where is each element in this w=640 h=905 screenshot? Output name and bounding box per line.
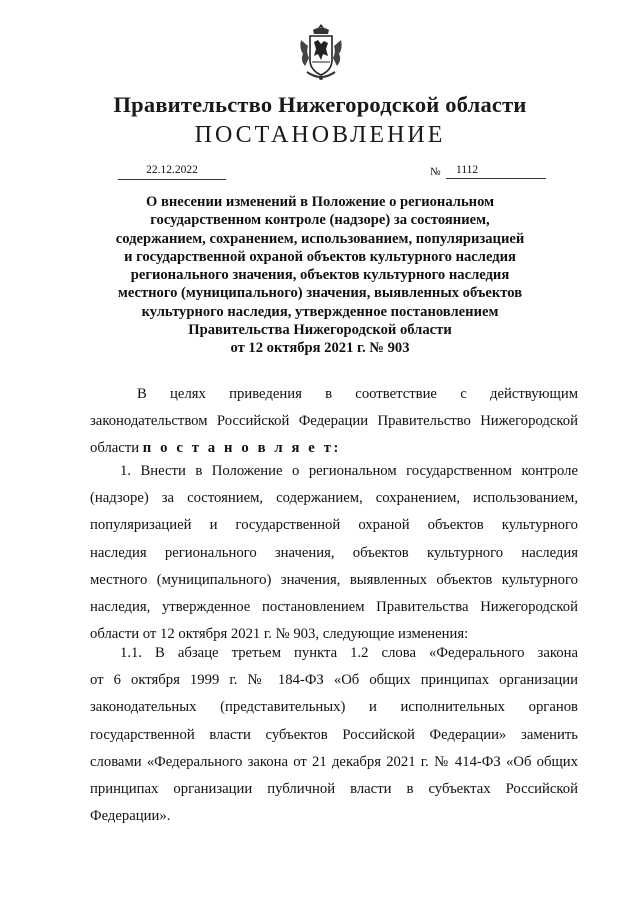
item-1-line: популяризацией и государственной охраной объектов культурного (90, 517, 578, 534)
preamble-prefix: области (90, 440, 143, 457)
title-line: содержанием, сохранением, использованием, популяризацией (115, 230, 525, 247)
item-1-line: (надзоре) за состоянием, содержанием, сохранением, использованием, (90, 490, 578, 507)
preamble-paragraph (90, 381, 578, 463)
item-1-paragraph (90, 458, 578, 648)
item-1-1-paragraph (90, 640, 578, 830)
resolution-keyword: п о с т а н о в л я е т: (142, 440, 342, 457)
item-1-line: местного (муниципального) значения, выявленных объектов культурного (90, 571, 578, 588)
number-sign: № (430, 166, 441, 178)
item-1-1-line: 1.1. В абзаце третьем пункта 1.2 слова «Федерального закона (120, 645, 578, 661)
title-line: культурного наследия, утвержденное постановлением (141, 303, 499, 320)
title-line: О внесении изменений в Положение о региональном (145, 194, 495, 210)
title-line: местного (муниципального) значения, выявленных объектов (117, 285, 523, 302)
item-1-1-line: государственной власти субъектов Российской Федерации» заменить (90, 726, 578, 743)
title-line: государственном контроле (надзоре) за состоянием, (150, 212, 490, 229)
document-number: 1112 (446, 164, 546, 179)
item-1-1-line: Федерации». (90, 808, 171, 825)
preamble-line: В целях приведения в соответствие с действующим (137, 386, 578, 402)
organization-name: Правительство Нижегородской области (113, 92, 527, 117)
coat-of-arms-icon (297, 22, 345, 82)
item-1-line: 1. Внести в Положение о региональном государственном контроле (120, 463, 578, 479)
item-1-1-line: от 6 октября 1999 г. № 184-ФЗ «Об общих принципах организации (90, 672, 578, 689)
item-1-line: области от 12 октября 2021 г. № 903, следующие изменения: (90, 626, 469, 643)
document-type: ПОСТАНОВЛЕНИЕ (194, 122, 446, 148)
item-1-line: наследия, утвержденное постановлением Правительства Нижегородской (90, 598, 578, 615)
item-1-1-line: принципах организации публичной власти в субъектах Российской (90, 780, 578, 797)
title-line: регионального значения, объектов культурного наследия (130, 267, 510, 284)
title-line: Правительства Нижегородской области (188, 322, 452, 339)
document-title (110, 193, 530, 358)
title-line: и государственной охраной объектов культурного наследия (124, 248, 516, 265)
item-1-line: наследия регионального значения, объектов культурного наследия (90, 544, 578, 561)
document-date: 22.12.2022 (118, 164, 226, 180)
item-1-1-line: законодательных (представительных) и исполнительных органов (90, 699, 578, 716)
item-1-1-line: словами «Федерального закона от 21 декабря 2021 г. № 414-ФЗ «Об общих (90, 753, 578, 770)
preamble-line: законодательством Российской Федерации Правительство Нижегородской (90, 413, 578, 430)
title-line: от 12 октября 2021 г. № 903 (230, 340, 410, 357)
